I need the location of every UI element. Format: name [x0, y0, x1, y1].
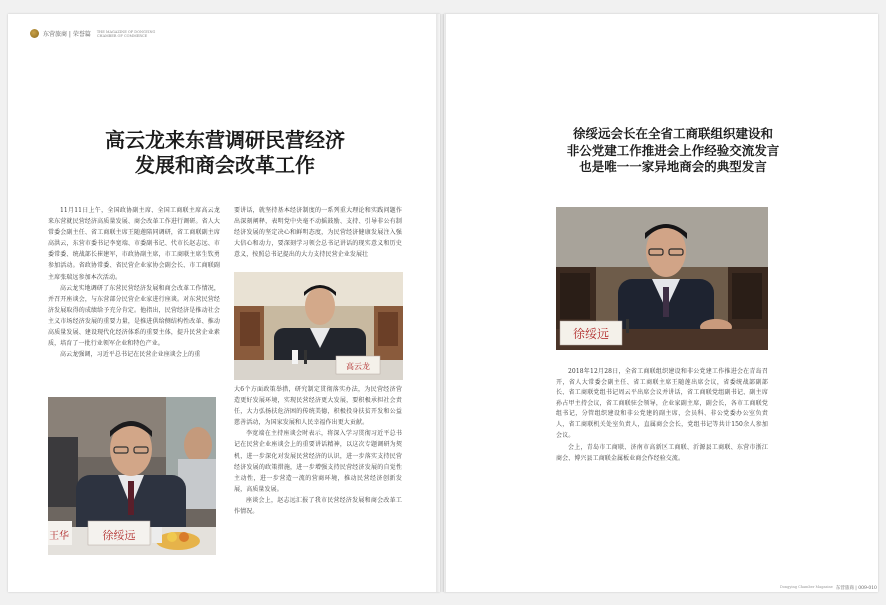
magazine-logo-icon: [30, 29, 39, 38]
photo-xu-suiyuan: [556, 207, 768, 350]
paragraph: 大6个方面政策举措，研究制定贯彻落实办法，为民营经济营造更好发展环境，实现民营经济更大发展，要积极承担社会责任，大力弘扬扶危济困的传统美德，积极投身扶贫开发和公益慈善活动，为国家发展和人民幸福作出更大贡献。: [234, 386, 402, 427]
page-folio: [780, 585, 877, 591]
left-article-column-1: [48, 205, 220, 360]
left-title-line1: 高云龙来东营调研民营经济: [105, 128, 345, 152]
paragraph: 李宽端在主持座谈会时表示，将深入学习贯彻习近平总书记在民营企业座谈会上的重要讲话精神，以这次专题调研为契机，进一步深化对发展民营经济的认识，进一步落实支持民营经济发展的政策措施，进一步增强支持民营经济发展的自觉性主动性，进一步营造一流的营商环境，推动民营经济创新发展，高质量发展。: [234, 430, 402, 493]
nameplate-partial: 王华: [49, 531, 69, 542]
paragraph: 11月11日上午，全国政协副主席、全国工商联主席高云龙来东营就民营经济高质量发展、商会改革工作进行调研。省人大常委会副主任、省工商联主席王随莲陪同调研，省工商联副主席高洪云，东营市委书记李宽端、市委副书记、代市长赵志远、市委常委、统战部长崔建军，市政协副主席，市工商联主席生钦勇参加活动。省政协常委、省民营企业家协会副会长、市工商联副主席张瑞远参加本次活动。: [48, 207, 220, 281]
paragraph: 高云龙实地调研了东营民营经济发展和商会改革工作情况，并召开座谈会，与东营部分民营企业家进行座谈。对东营民营经济发展取得的成绩给予充分肯定。他指出，民营经济是推动社会主义市场经济发展的重要力量，是推进供给侧结构性改革、推动高质量发展、建设现代化经济体系的重要主体，提升民营企业素质，培育了一批行业领军企业和特色产业。: [48, 284, 220, 348]
photo-gao-yunlong: [234, 272, 403, 380]
right-article-title: [547, 126, 799, 176]
magazine-name: 东营旅商 | 荣誉篇: [43, 31, 91, 38]
right-title-line1: 徐绥远会长在全省工商联组织建设和: [572, 126, 773, 141]
left-article-title: [90, 128, 360, 178]
spine-gutter: [436, 14, 446, 592]
magazine-subtitle: THE MAGAZINE OF DONGYING CHAMBER OF COMMERCE: [96, 29, 156, 38]
paragraph: 2018年12月28日，全省工商联组织建设和非公党建工作推进会在青岛召开，省人大常委会副主任、省工商联主席王随莲出席会议，省委统战部副部长、省工商联党组书记周云平出席会议并讲话，省工商联党组副书记、副主席孙占甲主持会议，省工商联驻会领导，企业家副主席，副会长，各市工商联党组书记，分管组织建设和非公党建的副主席，会员科、非公党委办公室负责人，省工商联机关处室负责人，直属商会会长，党组书记等共计150余人参加会议。: [556, 368, 768, 439]
left-article-column-2-bottom: [234, 384, 402, 517]
right-title-line2: 非公党建工作推进会上作经验交流发言: [566, 142, 780, 158]
nameplate-xu-suiyuan: 徐绥远: [102, 529, 136, 542]
left-article-column-2-top: [234, 205, 402, 260]
right-article-body: [556, 367, 768, 466]
paragraph: 要讲话，就坚持基本经济制度的一系列重大理论和实践问题作出深刻阐释，表明党中央毫不动摇鼓励、支持、引导非公有制经济发展的坚定决心和鲜明态度，为民营经济健康发展注入强大信心和动力，要深刻学习领会总书记讲话的现实意义和历史意义，按照总书记提出的大力支持民营企业发展壮: [234, 207, 402, 259]
nameplate-xu-suiyuan-right: 徐绥远: [572, 327, 610, 341]
paragraph: 座谈会上，赵志远汇报了我市民营经济发展和商会改革工作情况。: [234, 496, 402, 516]
folio-page-number: 东营旅商 | 009-010: [835, 586, 877, 591]
magazine-brand: [30, 29, 167, 38]
left-title-line2: 发展和商会改革工作: [135, 153, 315, 177]
folio-small-text: Dongying Chamber Magazine: [780, 585, 833, 589]
nameplate-gao-yunlong: 高云龙: [346, 362, 370, 371]
paragraph: 高云龙强调，习近平总书记在民营企业座谈会上的重: [60, 351, 201, 359]
right-title-line3: 也是唯一一家异地商会的典型发言: [579, 159, 767, 174]
paragraph: 会上，青岛市工商联、济南市高新区工商联、沂源县工商联、东营市浙江商会、博兴县工商联金属板业商会作经验交流。: [556, 444, 768, 462]
photo-meeting-speaker: [48, 397, 216, 555]
